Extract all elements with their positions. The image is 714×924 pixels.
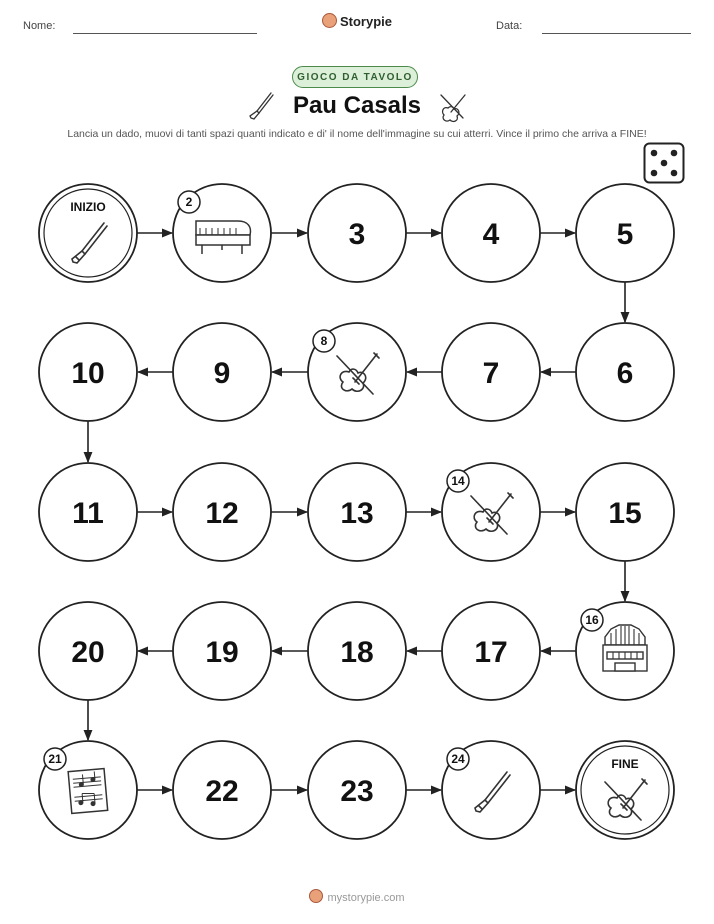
space-circle <box>576 741 674 839</box>
board-space-7 <box>442 323 540 421</box>
board-space-6 <box>576 323 674 421</box>
board-space-17 <box>442 602 540 700</box>
board-space-15 <box>576 463 674 561</box>
board-space-19 <box>173 602 271 700</box>
name-label: Nome: <box>23 20 56 32</box>
board-space-25 <box>576 741 674 839</box>
game-type-badge: GIOCO DA TAVOLO <box>292 66 418 88</box>
space-number: 10 <box>71 357 105 390</box>
space-number: 19 <box>205 636 239 669</box>
board-space-9 <box>173 323 271 421</box>
board-space-10 <box>39 323 137 421</box>
board-space-22 <box>173 741 271 839</box>
board-space-21 <box>39 741 137 839</box>
board-space-20 <box>39 602 137 700</box>
footer <box>0 889 714 904</box>
space-number: 6 <box>616 357 634 390</box>
space-number: 15 <box>608 497 642 530</box>
start-label: INIZIO <box>70 200 106 214</box>
board-space-12 <box>173 463 271 561</box>
brand-name: Storypie <box>339 14 392 29</box>
space-number: 24 <box>451 752 465 766</box>
space-number: 12 <box>205 497 239 530</box>
board-space-4 <box>442 184 540 282</box>
date-label: Data: <box>496 20 523 32</box>
board-space-13 <box>308 463 406 561</box>
space-number: 11 <box>72 497 104 530</box>
board-space-18 <box>308 602 406 700</box>
board-space-3 <box>308 184 406 282</box>
footer-url: mystorypie.com <box>327 892 405 904</box>
space-number: 20 <box>71 636 105 669</box>
space-number: 17 <box>474 636 508 669</box>
board-space-2 <box>173 184 271 282</box>
board-space-1 <box>39 184 137 282</box>
board-space-16 <box>576 602 674 700</box>
bear-icon <box>309 889 323 903</box>
space-number: 7 <box>482 357 500 390</box>
board-space-8 <box>308 323 406 421</box>
space-number: 9 <box>213 357 231 390</box>
space-number: 16 <box>585 613 599 627</box>
space-number: 18 <box>340 636 374 669</box>
space-circle <box>39 184 137 282</box>
space-number: 13 <box>340 497 374 530</box>
space-number: 4 <box>482 218 500 251</box>
space-number: 5 <box>616 218 634 251</box>
instructions: Lancia un dado, muovi di tanti spazi quanti indicato e di' il nome dell'immagine su cui atterri. Vince il primo che arriva a FINE! <box>67 128 647 140</box>
space-number: 21 <box>48 752 62 766</box>
board-space-14 <box>442 463 540 561</box>
finish-label: FINE <box>611 757 639 771</box>
space-number: 2 <box>185 195 193 209</box>
space-number: 23 <box>340 775 374 808</box>
board-space-11 <box>39 463 137 561</box>
organ-icon <box>603 625 647 671</box>
sheet-music-icon <box>68 769 108 814</box>
board-space-23 <box>308 741 406 839</box>
board-space-24 <box>442 741 540 839</box>
page-title: Pau Casals <box>292 92 422 119</box>
space-number: 22 <box>205 775 239 808</box>
space-number: 8 <box>320 334 328 348</box>
space-number: 3 <box>348 218 366 251</box>
space-number: 14 <box>451 474 465 488</box>
board-space-5 <box>576 184 674 282</box>
